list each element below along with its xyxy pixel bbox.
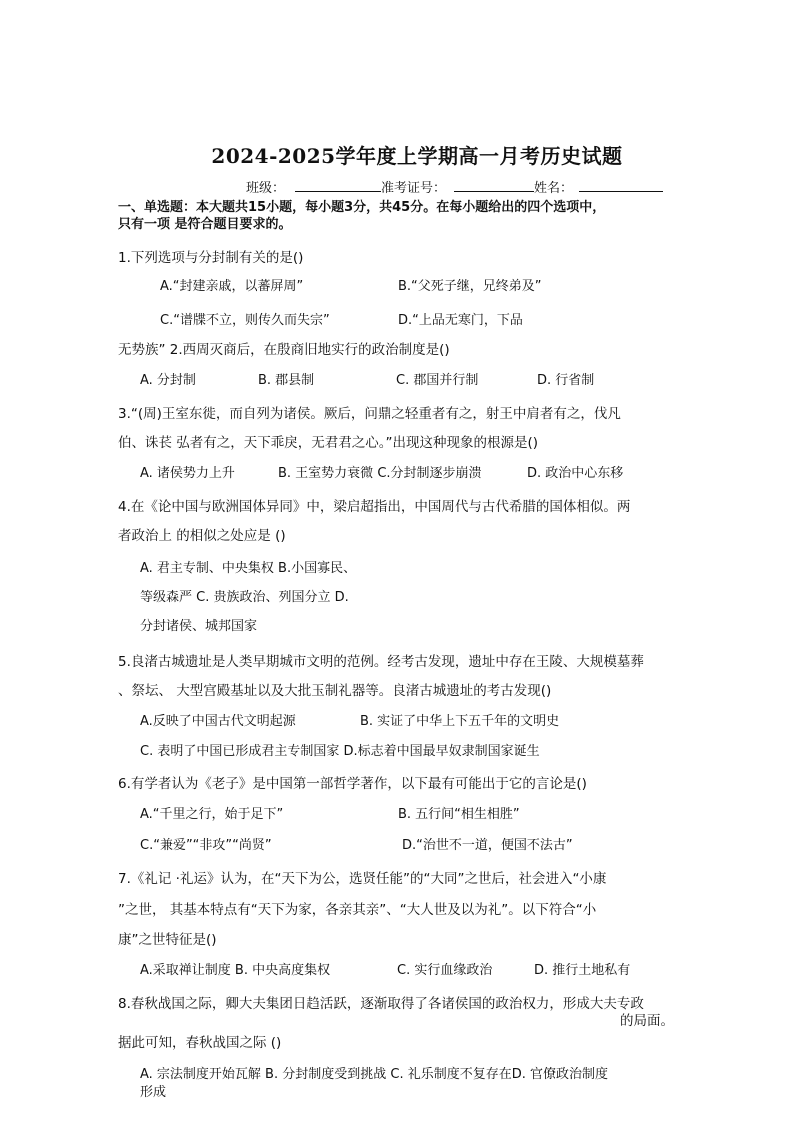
q2-option-c: C. 郡国并行制 (396, 373, 479, 388)
q2-option-b: B. 郡县制 (258, 373, 315, 388)
q7-stem-line2: ”之世， 其基本特点有“天下为家，各亲其亲”、“大人世及以为礼”。以下符合“小 (118, 902, 597, 918)
id-label: 准考证号： (381, 181, 447, 196)
q1-stem: 1.下列选项与分封制有关的是() (118, 250, 304, 266)
q5-stem-line1: 5.良渚古城遗址是人类早期城市文明的范例。经考古发现，遗址中存在王陵、大规模墓葬 (118, 654, 644, 670)
q1-option-c: C.“谱牒不立，则传久而失宗” (160, 313, 330, 328)
name-blank (579, 179, 663, 192)
q5-options-c-d: C. 表明了中国已形成君主专制国家 D.标志着中国最早奴隶制国家诞生 (140, 744, 540, 759)
q6-stem: 6.有学者认为《老子》是中国第一部哲学著作，以下最有可能出于它的言论是() (118, 776, 587, 792)
q3-option-a: A. 诸侯势力上升 (140, 466, 235, 481)
q6-option-d: D.“治世不一道，便国不法古” (402, 838, 573, 853)
q6-option-c: C.“兼爱”“非攻”“尚贤” (140, 838, 272, 853)
q5-option-a: A.反映了中国古代文明起源 (140, 714, 296, 729)
section-heading-line1: 一、单选题：本大题共15小题，每小题3分，共45分。在每小题给出的四个选项中， (118, 200, 606, 215)
q1-option-d: D.“上品无寒门，下品 (398, 313, 523, 328)
q8-stem-line2: 据此可知，春秋战国之际 () (118, 1035, 282, 1051)
q8-stem-line1: 8.春秋战国之际，卿大夫集团日趋活跃，逐渐取得了各诸侯国的政治权力，形成大夫专政 (118, 996, 644, 1012)
q4-options-line2: 等级森严 C. 贵族政治、列国分立 D. (140, 590, 349, 605)
student-info-line (246, 177, 663, 196)
id-blank (454, 179, 534, 192)
q2-option-d: D. 行省制 (537, 373, 595, 388)
q8-options: A. 宗法制度开始瓦解 B. 分封制度受到挑战 C. 礼乐制度不复存在D. 官僚政治制度 (140, 1067, 608, 1082)
q1-option-b: B.“父死子继，兄终弟及” (398, 279, 542, 294)
q4-options-line1: A. 君主专制、中央集权 B.小国寡民、 (140, 561, 357, 576)
q3-stem-line1: 3.“(周)王室东徙，而自列为诸侯。厥后，问鼎之轻重者有之，射王中肩者有之，伐凡 (118, 406, 621, 422)
q4-stem-line1: 4.在《论中国与欧洲国体异同》中，梁启超指出，中国周代与古代希腊的国体相似。两 (118, 499, 631, 515)
q3-stem-line2: 伯、诛苌 弘者有之，天下乖戾，无君君之心。”出现这种现象的根源是() (118, 435, 539, 451)
section-heading-line2: 只有一项 是符合题目要求的。 (118, 217, 292, 232)
class-label: 班级： (246, 181, 286, 196)
q7-option-c: C. 实行血缘政治 (397, 963, 493, 978)
q7-stem-line1: 7.《礼记 ·礼运》认为，在“天下为公，选贤任能”的“大同”之世后，社会进入“小康 (118, 871, 607, 887)
q8-stem-line1-end: 的局面。 (620, 1013, 674, 1029)
q7-stem-line3: 康”之世特征是() (118, 932, 217, 948)
q1-d-continued-q2-stem: 无势族” 2.西周灭商后，在殷商旧地实行的政治制度是() (118, 342, 450, 358)
q6-option-b: B. 五行间“相生相胜” (398, 807, 520, 822)
q5-option-b: B. 实证了中华上下五千年的文明史 (360, 714, 560, 729)
q3-option-b-c: B. 王室势力衰微 C.分封制逐步崩溃 (278, 466, 482, 481)
name-label: 姓名： (534, 181, 574, 196)
q3-option-d: D. 政治中心东移 (527, 466, 624, 481)
q4-stem-line2: 者政治上 的相似之处应是 () (118, 528, 286, 544)
page-title: 2024-2025学年度上学期高一月考历史试题 (211, 144, 623, 168)
q2-option-a: A. 分封制 (140, 373, 196, 388)
q4-options-line3: 分封诸侯、城邦国家 (140, 619, 258, 634)
q6-option-a: A.“千里之行，始于足下” (140, 807, 284, 822)
q7-options-a-b: A.采取禅让制度 B. 中央高度集权 (140, 963, 331, 978)
class-blank (295, 179, 381, 192)
q8-options-continued: 形成 (140, 1085, 167, 1100)
q7-option-d: D. 推行土地私有 (534, 963, 631, 978)
q1-option-a: A.“封建亲戚，以蕃屏周” (160, 279, 304, 294)
q5-stem-line2: 、祭坛、 大型宫殿基址以及大批玉制礼器等。良渚古城遗址的考古发现() (118, 683, 552, 699)
